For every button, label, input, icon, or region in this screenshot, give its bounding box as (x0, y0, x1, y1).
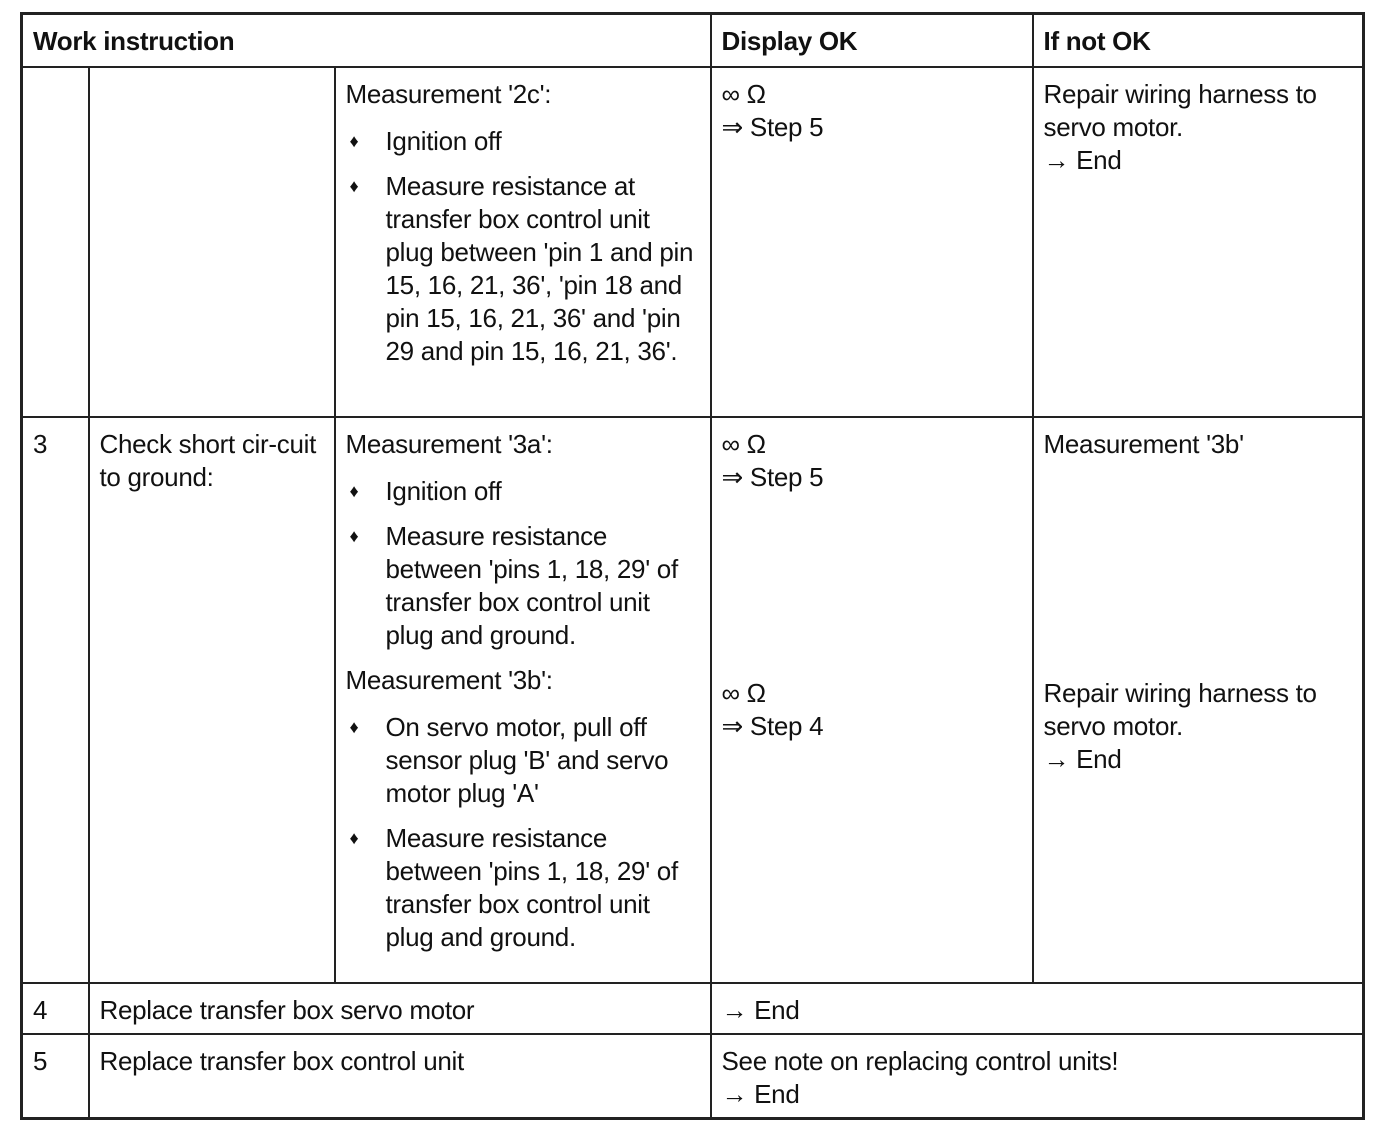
if-not-ok-cell (1033, 417, 1364, 983)
end-reference: → End (1043, 145, 1122, 175)
step-number: 5 (22, 1034, 89, 1119)
procedure-document (20, 12, 1365, 1120)
end-reference: → End (721, 1079, 800, 1109)
ohm-value: ∞ Ω (721, 79, 766, 109)
list-item (346, 520, 700, 652)
bullet-text: On servo motor, pull off sensor plug 'B' and servo motor plug 'A' (385, 712, 669, 808)
if-not-ok-cell (1033, 67, 1364, 417)
instruction-cell: Replace transfer box servo motor (89, 983, 711, 1034)
header-work-instruction: Work instruction (22, 14, 711, 68)
table-row-4 (22, 983, 1364, 1034)
work-instruction-table (20, 12, 1365, 1120)
instruction-cell (335, 417, 711, 983)
list-item (346, 170, 700, 368)
header-if-not-ok: If not OK (1033, 14, 1364, 68)
measurement-label: Measurement '3b': (345, 665, 553, 695)
result-cell: → End (711, 983, 1364, 1034)
spacer (1044, 461, 1353, 677)
diamond-bullet-icon: ♦ (349, 176, 359, 196)
table-row-3 (22, 417, 1364, 983)
measurement-label: Measurement '3a': (345, 429, 553, 459)
table-row-2c (22, 67, 1364, 417)
step-reference: ⇒ Step 4 (721, 711, 824, 741)
remedy-line: Repair wiring harness to (1043, 79, 1317, 109)
ohm-value: ∞ Ω (721, 678, 766, 708)
table-header-row (22, 14, 1364, 68)
bullet-text: Ignition off (385, 126, 502, 156)
instruction-cell (335, 67, 711, 417)
step-title: Check short cir-cuit to ground: (89, 417, 335, 983)
instruction-cell: Replace transfer box control unit (89, 1034, 711, 1119)
end-reference: → End (1043, 744, 1122, 774)
step-reference: ⇒ Step 5 (721, 462, 824, 492)
spacer (722, 494, 1022, 677)
remedy-line: servo motor. (1043, 711, 1183, 741)
bullet-text: Measure resistance at transfer box control unit plug between 'pin 1 and pin 15, 16, 21, 36', 'pin 18 and pin 15, 16, 21, 36' and 'pin 29 and pin 15, 16, 21, 36'. (385, 171, 694, 366)
result-cell (711, 1034, 1364, 1119)
title-cell (89, 67, 335, 417)
display-ok-cell (711, 417, 1033, 983)
remedy-line: servo motor. (1043, 112, 1183, 142)
list-item (346, 125, 700, 158)
list-item (346, 822, 700, 954)
measurement-reference: Measurement '3b' (1043, 429, 1244, 459)
diamond-bullet-icon: ♦ (349, 828, 359, 848)
note-text: See note on replacing control units! (721, 1046, 1119, 1076)
bullet-text: Measure resistance between 'pins 1, 18, 29' of transfer box control unit plug and ground. (385, 521, 678, 650)
step-reference: ⇒ Step 5 (721, 112, 824, 142)
diamond-bullet-icon: ♦ (349, 717, 359, 737)
step-number: 3 (22, 417, 89, 983)
diamond-bullet-icon: ♦ (349, 481, 359, 501)
table-row-5 (22, 1034, 1364, 1119)
diamond-bullet-icon: ♦ (349, 526, 359, 546)
bullet-text: Measure resistance between 'pins 1, 18, 29' of transfer box control unit plug and ground. (385, 823, 678, 952)
ohm-value: ∞ Ω (721, 429, 766, 459)
list-item (346, 475, 700, 508)
diamond-bullet-icon: ♦ (349, 131, 359, 151)
display-ok-cell (711, 67, 1033, 417)
step-cell (22, 67, 89, 417)
bullet-text: Ignition off (385, 476, 502, 506)
remedy-line: Repair wiring harness to (1043, 678, 1317, 708)
measurement-label: Measurement '2c': (345, 79, 552, 109)
list-item (346, 711, 700, 810)
header-display-ok: Display OK (711, 14, 1033, 68)
step-number: 4 (22, 983, 89, 1034)
